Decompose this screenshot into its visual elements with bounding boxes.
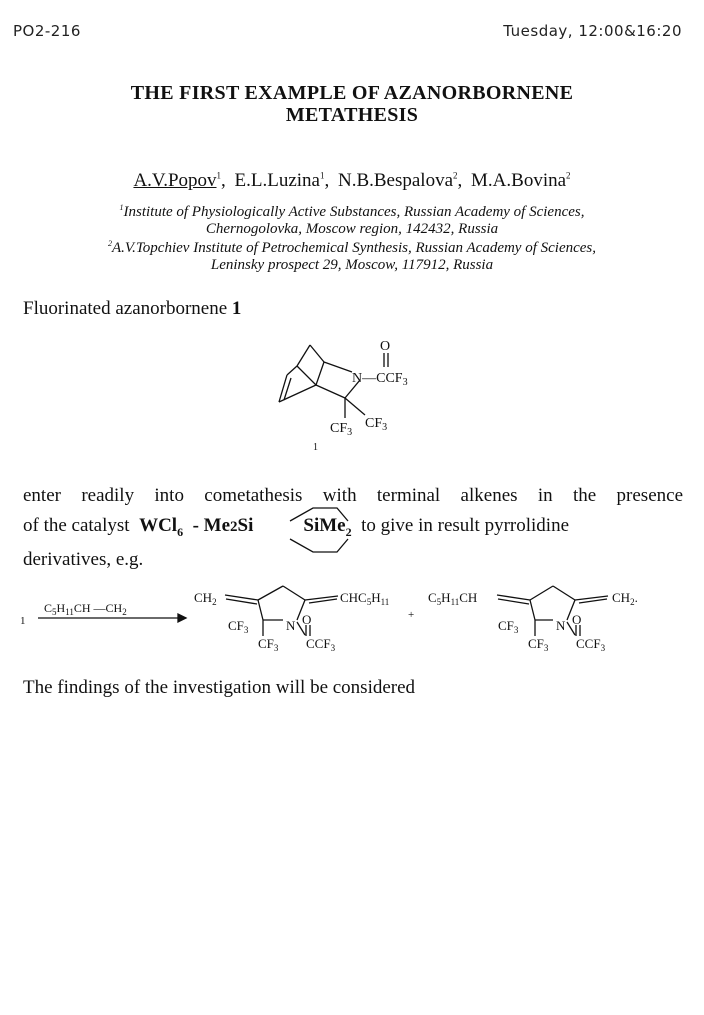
compound-1-label: 1 <box>313 442 318 453</box>
reagent-formula: $C_5H_{11}CH$ $—CH_2$ <box>44 601 127 617</box>
catalyst-sime: SiMe <box>303 515 346 536</box>
n-group: $N—CCF_3$ <box>352 371 408 388</box>
author-sup: 1 <box>319 170 325 181</box>
reaction-start: 1 <box>20 615 26 627</box>
author-name: M.A.Bovina <box>471 170 567 191</box>
p1-cf3-bottom: $CF_3$ <box>258 636 279 653</box>
title-line-2: METATHESIS <box>285 104 419 126</box>
cf3-left: $CF_3$ <box>330 421 353 438</box>
intro-label: Fluorinated azanorbornene <box>23 298 228 319</box>
p1-chain: $CHC_5H_{11}$ <box>340 590 390 607</box>
catalyst-sub: 2 <box>345 524 352 539</box>
p1-o: O <box>302 612 312 627</box>
line2-post: to give in result pyrrolidine <box>361 515 570 536</box>
p2-cf3-bottom: $CF_3$ <box>528 636 549 653</box>
catalyst-ring-top <box>290 508 348 521</box>
arrow-head <box>178 614 186 622</box>
body-line-1: enter readily into cometathesis with terminal alkenes in the presence <box>23 485 683 506</box>
body-line-3: derivatives, e.g. <box>23 549 144 570</box>
affiliation-1-line-2: Chernogolovka, Moscow region, 142432, Russia <box>205 221 499 237</box>
p2-cf3-left: $CF_3$ <box>498 618 519 635</box>
p2-ch2: $CH_2$. <box>612 590 638 607</box>
cf3-right: $CF_3$ <box>365 416 388 433</box>
compound-number: 1 <box>231 298 242 319</box>
p1-n: N <box>286 618 296 633</box>
affiliation-text: A.V.Topchiev Institute of Petrochemical Synthesis, Russian Academy of Sciences, <box>111 240 597 256</box>
p2-n: N <box>556 618 566 633</box>
catalyst-sub: 6 <box>177 524 184 539</box>
catalyst-wcl: WCl <box>139 515 178 536</box>
catalyst-si: Si <box>237 515 254 536</box>
author-list: A.V.Popov$^1$, E.L.Luzina$^1$, N.B.Bespalova$^2$, M.A.Bovina$^2$ <box>133 170 571 191</box>
session-time: Tuesday, 12:00&16:20 <box>503 22 682 40</box>
author-name: N.B.Bespalova <box>337 170 454 191</box>
catalyst-ring-bottom <box>290 539 348 552</box>
author-sup: 1 <box>216 170 222 181</box>
affiliation-2-line-2: Leninsky prospect 29, Moscow, 117912, Russia <box>210 257 494 273</box>
author-sup: 2 <box>453 170 458 181</box>
poster-code: PO2-216 <box>13 22 81 40</box>
author-sup: 2 <box>566 170 571 181</box>
p2-chain: $C_5H_{11}CH$ <box>428 590 478 607</box>
line2-pre: of the catalyst <box>23 515 130 536</box>
affiliation-sup: 1 <box>119 203 124 212</box>
affiliation-text: Institute of Physiologically Active Substances, Russian Academy of Sciences, <box>123 204 585 220</box>
title-line-1: THE FIRST EXAMPLE OF AZANORBORNENE <box>130 82 574 104</box>
catalyst-me: Me <box>203 515 231 536</box>
p1-cf3-left: $CF_3$ <box>228 618 249 635</box>
carbonyl-o: O <box>380 339 391 354</box>
p2-ccf3: $CCF_3$ <box>576 636 606 653</box>
affiliation-sup: 2 <box>107 239 112 248</box>
catalyst-dash: - <box>192 515 199 536</box>
p1-ccf3: $CCF_3$ <box>306 636 336 653</box>
author-name: E.L.Luzina <box>234 170 320 191</box>
plus-sign: + <box>408 609 415 621</box>
author-name: A.V.Popov <box>133 170 217 191</box>
p2-o: O <box>572 612 582 627</box>
conclusion-text: The findings of the investigation will be considered <box>23 677 416 698</box>
catalyst-sub: 2 <box>230 519 238 535</box>
p1-ch2: $CH_2$ <box>194 590 217 607</box>
